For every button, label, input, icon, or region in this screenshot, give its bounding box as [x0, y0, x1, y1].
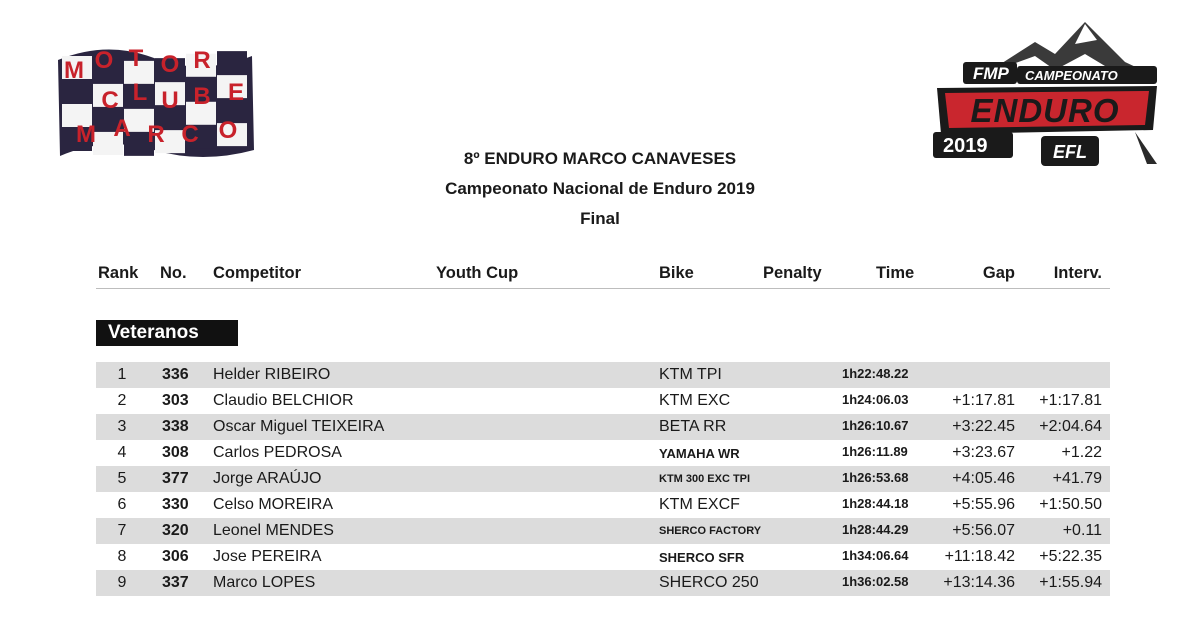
interval-cell: +0.11 — [1062, 522, 1102, 539]
flag-letter: L — [132, 79, 148, 106]
number-cell: 306 — [162, 548, 189, 565]
table-row — [96, 440, 1110, 466]
event-heading — [300, 144, 900, 234]
time-cell: 1h24:06.03 — [842, 392, 909, 407]
rank-cell: 1 — [117, 366, 127, 383]
table-row — [96, 362, 1110, 388]
efl-sponsor-text: EFL — [1053, 142, 1087, 162]
flag-letter: O — [218, 117, 238, 144]
gap-cell: +5:56.07 — [952, 522, 1015, 539]
gap-cell: +1:17.81 — [952, 392, 1015, 409]
time-cell: 1h34:06.64 — [842, 548, 909, 563]
interval-cell: +1:17.81 — [1039, 392, 1102, 409]
number-cell: 336 — [162, 366, 189, 383]
gap-cell: +13:14.36 — [943, 574, 1015, 591]
table-row — [96, 492, 1110, 518]
flag-letter: A — [113, 115, 131, 142]
competitor-cell: Marco LOPES — [213, 574, 316, 591]
bike-cell: KTM TPI — [659, 366, 722, 383]
number-cell: 377 — [162, 470, 189, 487]
header-no: No. — [160, 264, 187, 282]
flag-letter: R — [193, 47, 211, 74]
results-table — [96, 362, 1110, 596]
flag-letter: M — [76, 121, 96, 148]
header-time: Time — [876, 264, 915, 282]
gap-cell: +4:05.46 — [952, 470, 1015, 487]
time-cell: 1h26:11.89 — [842, 444, 908, 459]
bike-cell: KTM EXCF — [659, 496, 740, 513]
time-cell: 1h26:10.67 — [842, 418, 909, 433]
flag-letter: R — [147, 121, 165, 148]
header-gap: Gap — [982, 264, 1015, 282]
results-header-row — [96, 262, 1110, 289]
time-cell: 1h22:48.22 — [842, 366, 909, 381]
number-cell: 303 — [162, 392, 189, 409]
competitor-cell: Leonel MENDES — [213, 522, 334, 539]
interval-cell: +5:22.35 — [1039, 548, 1102, 565]
number-cell: 338 — [162, 418, 189, 435]
flag-letter: E — [227, 79, 245, 106]
interval-cell: +1:50.50 — [1039, 496, 1102, 513]
flag-letter: O — [160, 51, 180, 78]
table-row — [96, 544, 1110, 570]
time-cell: 1h26:53.68 — [842, 470, 909, 485]
bike-cell: KTM EXC — [659, 392, 731, 409]
flag-letter: U — [161, 87, 179, 114]
championship-title: Campeonato Nacional de Enduro 2019 — [445, 179, 755, 198]
bike-cell: SHERCO FACTORY — [659, 525, 762, 537]
table-row — [96, 414, 1110, 440]
competitor-cell: Celso MOREIRA — [213, 496, 334, 513]
rank-cell: 3 — [117, 418, 127, 435]
rank-cell: 8 — [117, 548, 127, 565]
table-row — [96, 388, 1110, 414]
gap-cell: +11:18.42 — [944, 548, 1015, 565]
rank-cell: 2 — [117, 392, 127, 409]
number-cell: 337 — [162, 574, 189, 591]
number-cell: 330 — [162, 496, 189, 513]
flag-letter: C — [181, 121, 199, 148]
competitor-cell: Helder RIBEIRO — [213, 366, 331, 383]
rank-cell: 5 — [117, 470, 127, 487]
gap-cell: +3:23.67 — [952, 444, 1015, 461]
bike-cell: SHERCO SFR — [659, 550, 745, 565]
interval-cell: +1:55.94 — [1039, 574, 1102, 591]
time-cell: 1h28:44.29 — [842, 522, 909, 537]
competitor-cell: Jorge ARAÚJO — [213, 470, 322, 487]
bike-cell: KTM 300 EXC TPI — [659, 473, 751, 485]
header-rank: Rank — [98, 264, 139, 282]
campeonato-text: CAMPEONATO — [1025, 68, 1118, 83]
bike-cell: YAMAHA WR — [659, 446, 740, 461]
interval-cell: +2:04.64 — [1039, 418, 1102, 435]
competitor-cell: Carlos PEDROSA — [213, 444, 342, 461]
bike-cell: SHERCO 250 — [659, 574, 759, 591]
gap-cell: +3:22.45 — [952, 418, 1015, 435]
header-youth-cup: Youth Cup — [436, 264, 519, 282]
motor-clube-marco-logo — [52, 38, 257, 166]
flag-letter: M — [64, 57, 84, 84]
rank-cell: 6 — [117, 496, 127, 513]
table-row — [96, 570, 1110, 596]
competitor-cell: Jose PEREIRA — [213, 548, 322, 565]
header-competitor: Competitor — [213, 264, 301, 282]
rank-cell: 4 — [117, 444, 127, 461]
logo-year-text: 2019 — [943, 135, 988, 157]
bike-cell: BETA RR — [659, 418, 727, 435]
time-cell: 1h28:44.18 — [842, 496, 909, 511]
interval-cell: +1.22 — [1061, 444, 1102, 461]
fmp-brand-text: FMP — [973, 64, 1009, 83]
competitor-cell: Oscar Miguel TEIXEIRA — [213, 418, 385, 435]
number-cell: 320 — [162, 522, 189, 539]
gap-cell: +5:55.96 — [952, 496, 1015, 513]
flag-letter: T — [128, 45, 144, 72]
number-cell: 308 — [162, 444, 189, 461]
rank-cell: 9 — [117, 574, 127, 591]
flag-letter: C — [101, 87, 119, 114]
interval-cell: +41.79 — [1052, 470, 1102, 487]
competitor-cell: Claudio BELCHIOR — [213, 392, 354, 409]
header-penalty: Penalty — [763, 264, 822, 282]
flag-letter: O — [94, 47, 114, 74]
event-title: 8º ENDURO MARCO CANAVESES — [463, 149, 737, 168]
category-label: Veteranos — [96, 320, 238, 346]
rank-cell: 7 — [117, 522, 127, 539]
table-row — [96, 466, 1110, 492]
header-bike: Bike — [659, 264, 694, 282]
flag-letter: B — [193, 83, 211, 110]
time-cell: 1h36:02.58 — [842, 574, 909, 589]
enduro-word-text: ENDURO — [970, 92, 1120, 129]
table-row — [96, 518, 1110, 544]
enduro-championship-logo — [925, 14, 1165, 174]
header-interval: Interv. — [1053, 264, 1102, 282]
stage-label: Final — [580, 209, 620, 228]
